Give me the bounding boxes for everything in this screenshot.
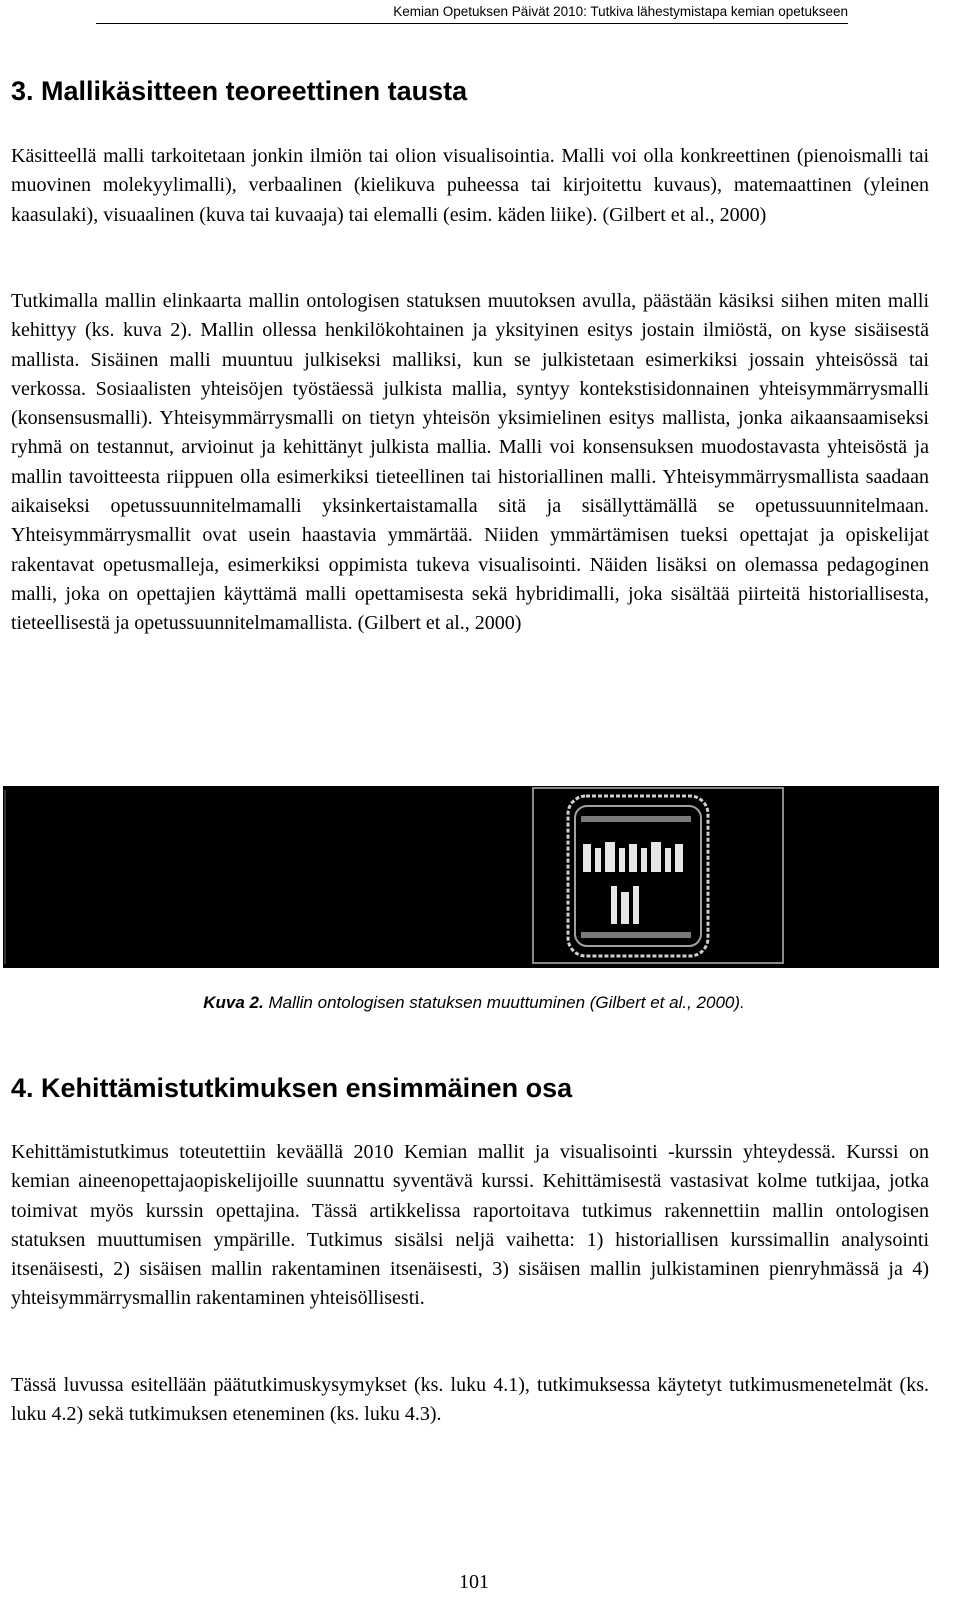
figure-image <box>3 786 939 968</box>
running-header: Kemian Opetuksen Päivät 2010: Tutkiva lähestymistapa kemian opetukseen <box>96 4 848 24</box>
page-number: 101 <box>459 1571 489 1593</box>
section-heading: 4. Kehittämistutkimuksen ensimmäinen osa <box>11 1073 573 1103</box>
model-status-diagram-image <box>3 786 939 968</box>
figure-caption <box>0 993 948 1013</box>
section-heading: 3. Mallikäsitteen teoreettinen tausta <box>11 76 468 106</box>
body-paragraph: Käsitteellä malli tarkoitetaan jonkin ilmiön tai olion visualisointia. Malli voi olla konkreettinen (pienoismalli tai muovinen molekyylimalli), verbaalinen (kielikuva puheessa tai kirjoitettu kuvaus), matemaattinen (yleinen kaasulaki), visuaalinen (kuva tai kuvaaja) tai elemalli (esim. käden liike). (Gilbert et al., 2000) <box>11 145 929 226</box>
figure-caption-label: Kuva 2. <box>203 993 264 1012</box>
figure-caption-text: Mallin ontologisen statuksen muuttuminen (Gilbert et al., 2000). <box>268 993 745 1012</box>
body-paragraph: Kehittämistutkimus toteutettiin keväällä 2010 Kemian mallit ja visualisointi -kurssin yhteydessä. Kurssi on kemian aineenopettajaopiskelijoille suunnattu syventävä kurssi. Kehittämisestä vastasivat kolme tutkijaa, jotka toimivat myös kurssin opettajina. Tässä artikkelissa raportoitava tutkimus rakennettiin mallin ontologisen statuksen muuttumisen ympärille. Tutkimus sisälsi neljä vaihetta: 1) historiallisen kurssimallin analysointi itsenäisesti, 2) sisäisen mallin rakentaminen itsenäisesti, 3) sisäisen mallin julkistaminen pienryhmässä ja 4) yhteisymmärrysmallin rakentaminen yhteisöllisesti. <box>11 1141 929 1310</box>
body-paragraph: Tutkimalla mallin elinkaarta mallin ontologisen statuksen muutoksen avulla, päästään käsiksi siihen miten malli kehittyy (ks. kuva 2). Mallin ollessa henkilökohtainen ja yksityinen esitys jostain ilmiöstä, on kyse sisäisestä mallista. Sisäinen malli muuntuu julkiseksi malliksi, kun se julkistetaan esimerkiksi jossain yhteisössä tai verkossa. Sosiaalisten yhteisöjen työstäessä julkista mallia, syntyy kontekstisidonnainen yhteisymmärrysmalli (konsensusmalli). Yhteisymmärrysmalli on tietyn yhteisön yksimielinen esitys mallista, jonka aikaansaamiseksi ryhmä on testannut, arvioinut ja kehittänyt julkista mallia. Malli voi konsensuksen muodostavasta yhteisöstä ja mallin tavoitteesta riippuen olla esimerkiksi tieteellinen tai historiallinen malli. Yhteisymmärrysmallista saadaan aikaiseksi opetussuunnitelmamalli yksinkertaistamalla sitä ja sisällyttämällä se opetussuunnitelmaan. Yhteisymmärrysmallit ovat usein haastavia ymmärtää. Niiden ymmärtämisen tueksi opettajat ja opiskelijat rakentavat opetusmalleja, esimerkiksi oppimista tukeva visualisointi. Näiden lisäksi on olemassa pedagoginen malli, joka on opettajien käyttämä malli opettamisesta sekä hybridimalli, joka sisältää piirteitä historiallisesta, tieteellisestä ja opetussuunnitelmamallista. (Gilbert et al., 2000) <box>11 290 929 635</box>
body-paragraph: Tässä luvussa esitellään päätutkimuskysymykset (ks. luku 4.1), tutkimuksessa käytetyt tutkimusmenetelmät (ks. luku 4.2) sekä tutkimuksen eteneminen (ks. luku 4.3). <box>11 1374 929 1426</box>
